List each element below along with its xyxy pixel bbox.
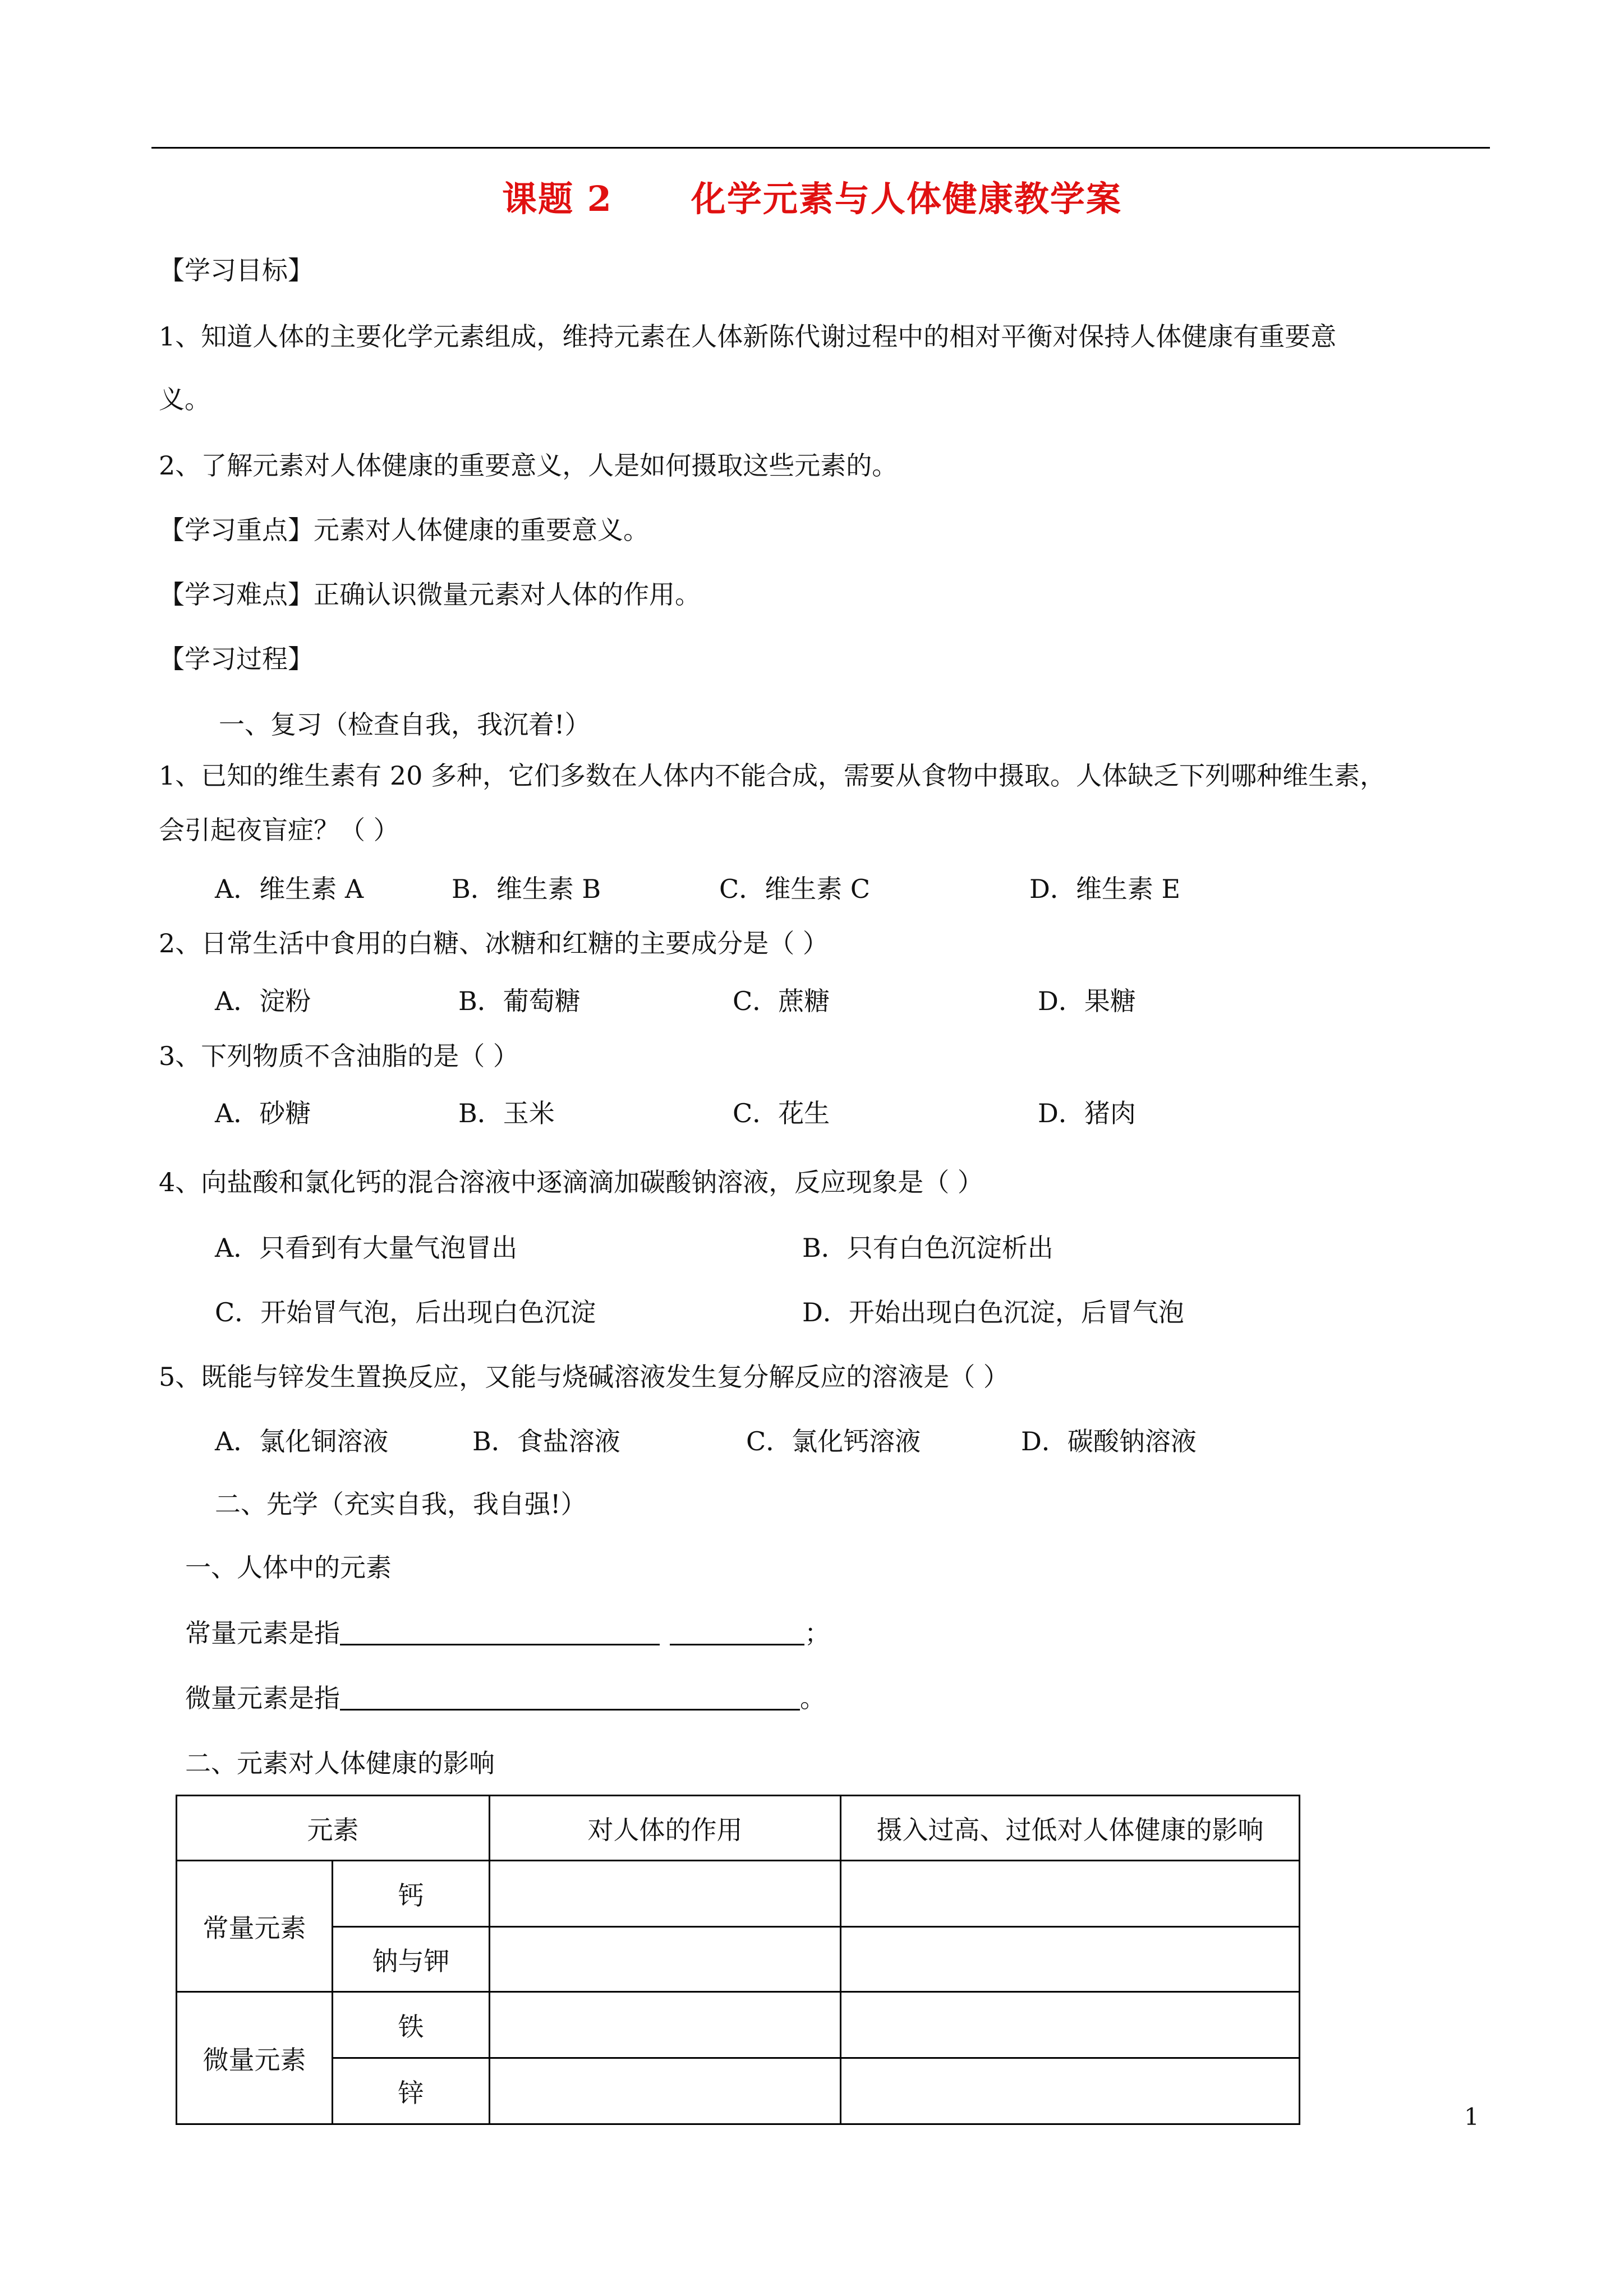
q5-option-b: B．食盐溶液: [472, 1426, 620, 1456]
table-row: [177, 2058, 1300, 2124]
element-zinc: 锌: [333, 2058, 490, 2124]
q1-option-a: A．维生素 A: [215, 874, 364, 904]
subsection-elements-in-body: 一、人体中的元素: [185, 1552, 392, 1583]
prestudy-heading: 二、先学（充实自我，我自强!）: [215, 1489, 587, 1519]
q3-option-d: D．猪肉: [1038, 1098, 1136, 1128]
micro-element-label: 微量元素是指: [185, 1683, 340, 1713]
cell-iron-effect[interactable]: [841, 1992, 1300, 2058]
macro-element-label: 常量元素是指: [185, 1618, 340, 1648]
macro-blank-2[interactable]: [469, 1619, 660, 1645]
header-element: 元素: [177, 1796, 490, 1861]
table-row: [177, 1861, 1300, 1927]
title-topic: 化学元素与人体健康教学案: [691, 178, 1122, 219]
q1-option-b: B．维生素 B: [452, 874, 601, 904]
q3-option-c: C．花生: [733, 1098, 830, 1128]
page-title: [0, 171, 1624, 221]
cell-calcium-effect[interactable]: [841, 1861, 1300, 1927]
question-1: 1、已知的维生素有 20 多种，它们多数在人体内不能合成，需要从食物中摄取。人体缺乏下列哪种维生素，: [159, 760, 1386, 791]
micro-end-mark: 。: [800, 1683, 826, 1713]
header-intake-effect: 摄入过高、过低对人体健康的影响: [841, 1796, 1300, 1861]
cell-sodium-potassium-effect[interactable]: [841, 1927, 1300, 1992]
macro-end-mark: ；: [804, 1618, 830, 1648]
difficulty-line: 【学习难点】正确认识微量元素对人体的作用。: [159, 579, 701, 610]
q5-option-d: D．碳酸钠溶液: [1021, 1426, 1197, 1456]
q1-option-d: D．维生素 E: [1029, 874, 1181, 904]
process-heading: 【学习过程】: [159, 644, 314, 674]
question-1-cont: 会引起夜盲症？（ ）: [159, 815, 399, 845]
subsection-element-health-impact: 二、元素对人体健康的影响: [185, 1748, 495, 1778]
table-header-row: [177, 1796, 1300, 1861]
question-2: 2、日常生活中食用的白糖、冰糖和红糖的主要成分是（ ）: [159, 928, 829, 958]
micro-element-definition: [185, 1681, 826, 1715]
q2-option-c: C．蔗糖: [733, 986, 830, 1016]
header-rule: [151, 147, 1490, 149]
q4-option-b: B．只有白色沉淀析出: [802, 1233, 1053, 1263]
question-4: 4、向盐酸和氯化钙的混合溶液中逐滴滴加碳酸钠溶液，反应现象是（ ）: [159, 1167, 983, 1197]
goal-item-1-cont: 义。: [159, 384, 210, 414]
header-role: 对人体的作用: [490, 1796, 841, 1861]
title-lesson: 课题 2: [502, 178, 613, 219]
cell-zinc-role[interactable]: [490, 2058, 841, 2124]
element-health-table: [176, 1795, 1300, 2125]
micro-blank-1[interactable]: [340, 1684, 508, 1711]
macro-blank-1[interactable]: [340, 1619, 469, 1645]
q2-option-d: D．果糖: [1038, 986, 1136, 1016]
question-3: 3、下列物质不含油脂的是（ ）: [159, 1041, 519, 1071]
cell-zinc-effect[interactable]: [841, 2058, 1300, 2124]
cell-calcium-role[interactable]: [490, 1861, 841, 1927]
macro-element-definition: [185, 1616, 830, 1650]
element-calcium: 钙: [333, 1861, 490, 1927]
page-number: 1: [1464, 2103, 1479, 2131]
group-micro-elements: 微量元素: [177, 1992, 333, 2124]
q1-option-c: C．维生素 C: [719, 874, 871, 904]
cell-sodium-potassium-role[interactable]: [490, 1927, 841, 1992]
micro-blank-2[interactable]: [508, 1684, 800, 1711]
review-heading: 一、复习（检查自我，我沉着!）: [219, 709, 591, 740]
macro-blank-3[interactable]: [670, 1619, 804, 1645]
question-5: 5、既能与锌发生置换反应，又能与烧碱溶液发生复分解反应的溶液是（ ）: [159, 1362, 1009, 1392]
group-macro-elements: 常量元素: [177, 1861, 333, 1992]
q3-option-a: A．砂糖: [215, 1098, 311, 1128]
focus-line: 【学习重点】元素对人体健康的重要意义。: [159, 515, 649, 545]
goal-item-1: 1、知道人体的主要化学元素组成，维持元素在人体新陈代谢过程中的相对平衡对保持人体健康有重要意: [159, 321, 1337, 352]
q4-option-d: D．开始出现白色沉淀，后冒气泡: [802, 1297, 1184, 1327]
q4-option-c: C．开始冒气泡，后出现白色沉淀: [215, 1297, 596, 1327]
q2-option-b: B．葡萄糖: [458, 986, 581, 1016]
table-row: [177, 1927, 1300, 1992]
goal-item-2: 2、了解元素对人体健康的重要意义，人是如何摄取这些元素的。: [159, 450, 898, 481]
q3-option-b: B．玉米: [458, 1098, 555, 1128]
element-sodium-potassium: 钠与钾: [333, 1927, 490, 1992]
table-row: [177, 1992, 1300, 2058]
goals-heading: 【学习目标】: [159, 255, 314, 285]
cell-iron-role[interactable]: [490, 1992, 841, 2058]
q5-option-a: A．氯化铜溶液: [215, 1426, 389, 1456]
q2-option-a: A．淀粉: [215, 986, 311, 1016]
element-iron: 铁: [333, 1992, 490, 2058]
q4-option-a: A．只看到有大量气泡冒出: [215, 1233, 518, 1263]
q5-option-c: C．氯化钙溶液: [746, 1426, 921, 1456]
